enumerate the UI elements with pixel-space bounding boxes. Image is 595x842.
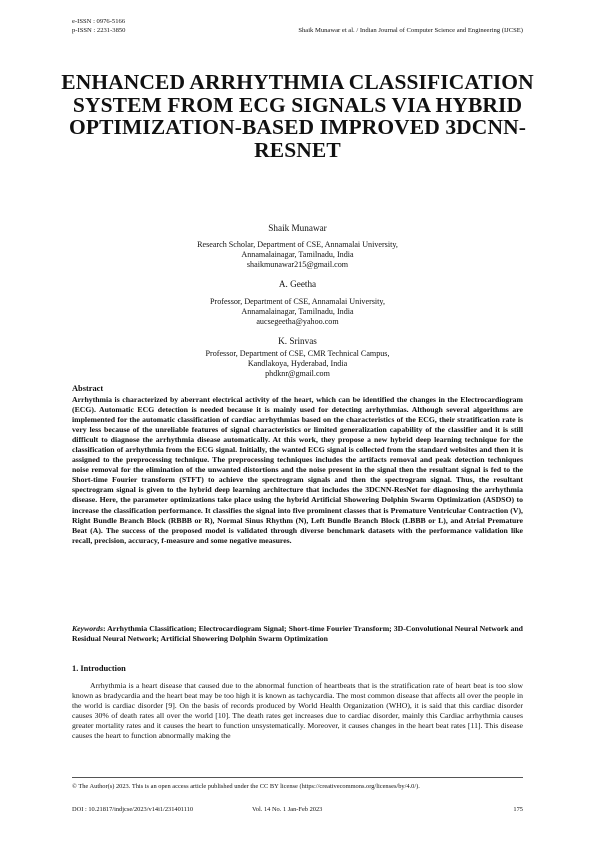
author-email: shaikmunawar215@gmail.com <box>246 260 349 269</box>
author-affiliation <box>60 297 535 327</box>
abstract-text: Arrhythmia is characterized by aberrant electrical activity of the heart, which can be identified the changes in the Electrocardiogram (ECG). Automatic ECG detection is needed because it is mainly used for detecting arrhythmias. Although several algorithms are implemented for the automatic classification of cardiac arrhythmias based on the characteristics of the ECG, their stratification rate is very less because of the unreliable features of signal characteristics or limited generalization capability of the classifier and it is still difficult to diagnose the arrhythmia disease automatically. At this work, they propose a new hybrid deep learning technique for the classification of arrhythmia from the ECG signal. Initially, the wanted ECG signal is collected from the standard websites and then it is assigned to the preprocessing technique. The preprocessing techniques includes the artifacts removal and peak detection techniques noise removal for the elimination of the unwanted distortions and the noise present in the signal then the resultant signal is fed to the Short-time Fourier transform (STFT) to achieve the spectrogram signals and then the spectrogram signal. Thus, the resultant spectrogram signal is given to the hybrid deep learning architecture that includes the 3DCNN-ResNet for diagnosing the arrhythmia disease. Here, the parameter optimizations take place using the hybrid Artificial Showering Dolphin Swarm Optimization (ASDSO) to increase the classification performance. It classifies the signal into five prominent classes that is Premature Ventricular Contraction (V), Right Bundle Branch Block (RBBB or R), Normal Sinus Rhythm (N), Left Bundle Branch Block (LBBB or L), and Atrial Premature Beat (A). The success of the proposed model is validated through diverse benchmark datasets with the performance validation like recall, precision, accuracy, f-measure and some negative measures. <box>72 395 523 545</box>
keywords-label: Keywords <box>72 624 103 633</box>
pissn: p-ISSN : 2231-3850 <box>72 27 126 34</box>
author-name: Shaik Munawar <box>268 223 327 233</box>
introduction-heading: 1. Introduction <box>72 664 126 673</box>
affiliation-line: Annamalainagar, Tamilnadu, India <box>241 307 354 316</box>
keywords <box>72 624 523 644</box>
author-name: K. Srinvas <box>278 336 317 346</box>
license-note: © The Author(s) 2023. This is an open access article published under the CC BY license (https://creativecommons.org/licenses/by/4.0/). <box>72 783 420 790</box>
affiliation-line: Research Scholar, Department of CSE, Annamalai University, <box>197 240 398 249</box>
author-affiliation <box>60 349 535 379</box>
author-name: A. Geetha <box>278 279 317 289</box>
introduction-text: Arrhythmia is a heart disease that caused due to the abnormal function of heartbeats that is the stratification rate of heart beat is too slow known as bradycardia and the heart beat may be too high it is known as tachycardia. The most common disease that affects all over the people in the world is cardiac disorder [9]. On the basis of records produced by World Health Organization (WHO), it is said that this cardiac disorder causes 30% of death rates all over the world [10]. The death rates get increases due to cardiac disorder, mainly this Cardiac arrhythmia causes greater mortality rates and it causes the heart to function unsystematically. Moreover, it causes changes in the heart beat rates [11]. This disease causes the heart to function abnormally making the <box>72 681 523 741</box>
author-email: aucsegeetha@yahoo.com <box>256 317 339 326</box>
volume-info: Vol. 14 No. 1 Jan-Feb 2023 <box>252 806 323 813</box>
paper-title: ENHANCED ARRHYTHMIA CLASSIFICATION SYSTEM FROM ECG SIGNALS VIA HYBRID OPTIMIZATION-BASED IMPROVED 3DCNN-RESNET <box>61 70 534 162</box>
eissn: e-ISSN : 0976-5166 <box>72 18 126 25</box>
running-head: Shaik Munawar et al. / Indian Journal of Computer Science and Engineering (IJCSE) <box>298 27 523 34</box>
affiliation-line: Kandlakoya, Hyderabad, India <box>247 359 348 368</box>
page-number: 175 <box>513 806 523 813</box>
doi: DOI : 10.21817/indjcse/2023/v14i1/231401110 <box>72 806 194 813</box>
keywords-text: : Arrhythmia Classification; Electrocardiogram Signal; Short-time Fourier Transform; 3D-Convolutional Neural Network and Residual Neural Network; Artificial Showering Dolphin Swarm Optimization <box>72 624 523 644</box>
footer-divider <box>72 777 523 778</box>
abstract-heading: Abstract <box>72 384 104 393</box>
affiliation-line: Professor, Department of CSE, CMR Technical Campus, <box>205 349 390 358</box>
affiliation-line: Professor, Department of CSE, Annamalai University, <box>210 297 385 306</box>
affiliation-line: Annamalainagar, Tamilnadu, India <box>241 250 354 259</box>
author-email: phdknr@gmail.com <box>265 369 330 378</box>
author-affiliation <box>60 240 535 270</box>
